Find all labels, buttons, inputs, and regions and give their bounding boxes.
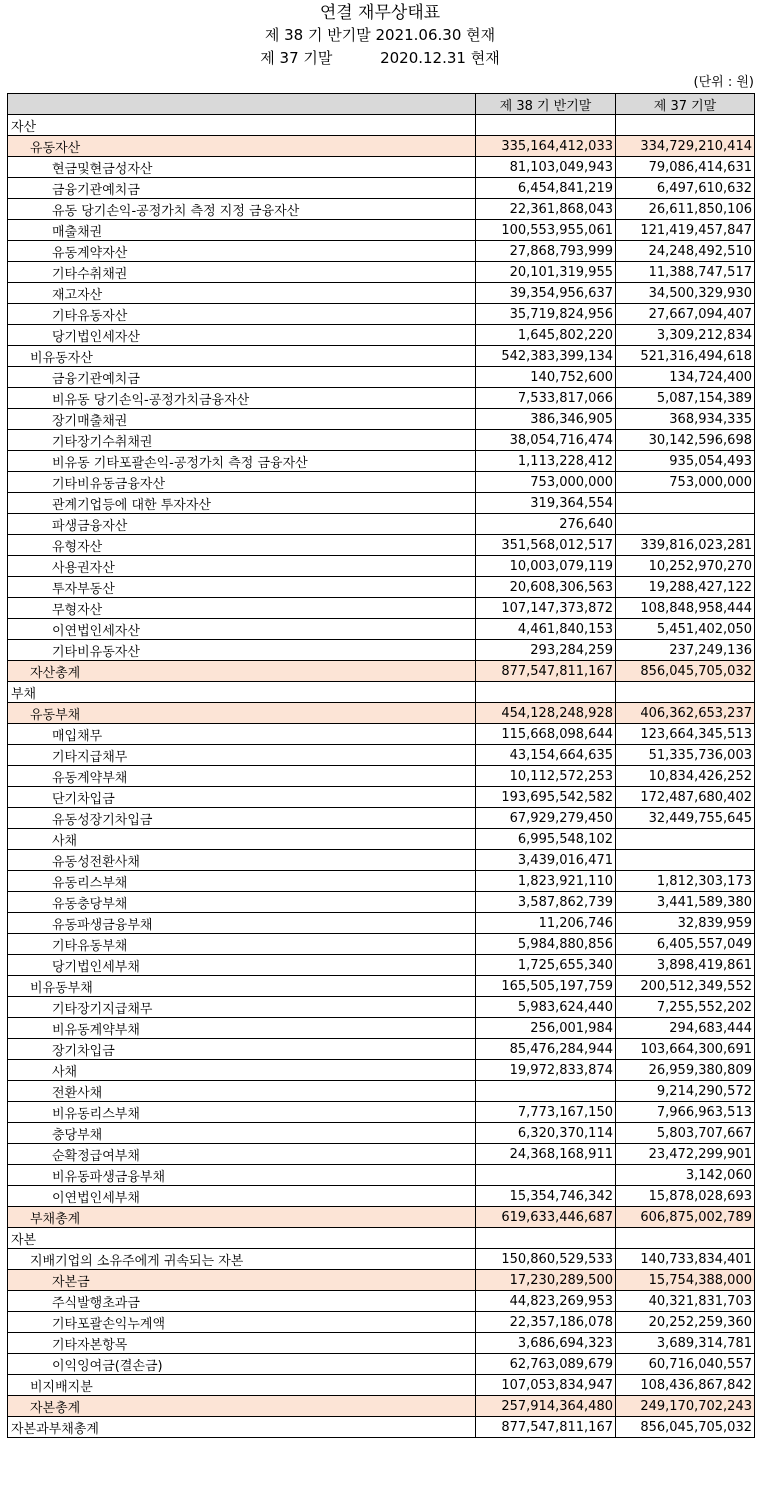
table-row xyxy=(8,430,755,451)
table-row xyxy=(8,325,755,346)
previous-period-value: 9,214,290,572 xyxy=(616,1081,755,1102)
current-period-value: 3,439,016,471 xyxy=(476,850,616,871)
account-name: 파생금융자산 xyxy=(8,514,476,535)
previous-period-value xyxy=(616,682,755,703)
account-name: 사용권자산 xyxy=(8,556,476,577)
table-row xyxy=(8,451,755,472)
previous-period-value: 606,875,002,789 xyxy=(616,1207,755,1228)
previous-period-value: 753,000,000 xyxy=(616,472,755,493)
previous-period-value: 3,309,212,834 xyxy=(616,325,755,346)
previous-period-value: 140,733,834,401 xyxy=(616,1249,755,1270)
previous-period-value xyxy=(616,115,755,136)
table-row xyxy=(8,241,755,262)
current-period-value: 1,645,802,220 xyxy=(476,325,616,346)
previous-period-value xyxy=(616,850,755,871)
current-period-value: 193,695,542,582 xyxy=(476,787,616,808)
current-period-value: 22,357,186,078 xyxy=(476,1312,616,1333)
table-row xyxy=(8,199,755,220)
previous-period-value: 26,611,850,106 xyxy=(616,199,755,220)
previous-period-value: 20,252,259,360 xyxy=(616,1312,755,1333)
table-row xyxy=(8,115,755,136)
table-row xyxy=(8,1270,755,1291)
column-header-previous: 제 37 기말 xyxy=(616,94,755,115)
current-period-value: 877,547,811,167 xyxy=(476,1417,616,1438)
previous-period-value xyxy=(616,514,755,535)
current-period-value: 7,533,817,066 xyxy=(476,388,616,409)
current-period-value: 24,368,168,911 xyxy=(476,1144,616,1165)
table-row xyxy=(8,1354,755,1375)
previous-period-value xyxy=(616,1228,755,1249)
previous-period-value: 10,252,970,270 xyxy=(616,556,755,577)
table-row xyxy=(8,766,755,787)
previous-period-value: 108,436,867,842 xyxy=(616,1375,755,1396)
current-period-value xyxy=(476,115,616,136)
previous-period-value: 32,839,959 xyxy=(616,913,755,934)
account-name: 비지배지분 xyxy=(8,1375,476,1396)
table-row xyxy=(8,1123,755,1144)
current-period-value: 10,003,079,119 xyxy=(476,556,616,577)
previous-period-value xyxy=(616,493,755,514)
table-row xyxy=(8,535,755,556)
account-name: 당기법인세부채 xyxy=(8,955,476,976)
account-name: 유동성장기차입금 xyxy=(8,808,476,829)
previous-period-value: 200,512,349,552 xyxy=(616,976,755,997)
account-name: 기타비유동자산 xyxy=(8,640,476,661)
table-row xyxy=(8,829,755,850)
previous-period-value: 249,170,702,243 xyxy=(616,1396,755,1417)
account-name: 장기매출채권 xyxy=(8,409,476,430)
account-name: 부채 xyxy=(8,682,476,703)
table-row xyxy=(8,703,755,724)
account-name: 장기차입금 xyxy=(8,1039,476,1060)
previous-period-value: 103,664,300,691 xyxy=(616,1039,755,1060)
table-row xyxy=(8,1144,755,1165)
account-name: 기타유동부채 xyxy=(8,934,476,955)
account-name: 기타수취채권 xyxy=(8,262,476,283)
current-period-value: 20,608,306,563 xyxy=(476,577,616,598)
account-name: 비유동 기타포괄손익-공정가치 측정 금융자산 xyxy=(8,451,476,472)
table-row xyxy=(8,1102,755,1123)
table-row xyxy=(8,850,755,871)
table-row xyxy=(8,661,755,682)
account-name: 매입채무 xyxy=(8,724,476,745)
current-period-value: 1,725,655,340 xyxy=(476,955,616,976)
account-name: 비유동계약부채 xyxy=(8,1018,476,1039)
account-name: 기타장기수취채권 xyxy=(8,430,476,451)
current-period-value: 85,476,284,944 xyxy=(476,1039,616,1060)
table-row xyxy=(8,871,755,892)
account-name: 자산총계 xyxy=(8,661,476,682)
current-period-value: 100,553,955,061 xyxy=(476,220,616,241)
account-name: 현금및현금성자산 xyxy=(8,157,476,178)
current-period-value: 150,860,529,533 xyxy=(476,1249,616,1270)
table-row xyxy=(8,682,755,703)
account-name: 유동성전환사채 xyxy=(8,850,476,871)
current-period-value: 6,454,841,219 xyxy=(476,178,616,199)
account-name: 비유동리스부채 xyxy=(8,1102,476,1123)
previous-period-value: 24,248,492,510 xyxy=(616,241,755,262)
current-period-value: 351,568,012,517 xyxy=(476,535,616,556)
previous-period-value: 5,803,707,667 xyxy=(616,1123,755,1144)
previous-period-value: 1,812,303,173 xyxy=(616,871,755,892)
current-period-value: 293,284,259 xyxy=(476,640,616,661)
previous-period-value: 34,500,329,930 xyxy=(616,283,755,304)
account-name: 비유동파생금융부채 xyxy=(8,1165,476,1186)
account-name: 투자부동산 xyxy=(8,577,476,598)
current-period-value: 454,128,248,928 xyxy=(476,703,616,724)
current-period-value: 44,823,269,953 xyxy=(476,1291,616,1312)
table-row xyxy=(8,472,755,493)
previous-period-value: 19,288,427,122 xyxy=(616,577,755,598)
previous-period-value: 521,316,494,618 xyxy=(616,346,755,367)
account-name: 충당부채 xyxy=(8,1123,476,1144)
table-row xyxy=(8,409,755,430)
previous-period-value: 368,934,335 xyxy=(616,409,755,430)
account-name: 유동계약부채 xyxy=(8,766,476,787)
previous-period-value: 3,898,419,861 xyxy=(616,955,755,976)
previous-period-value: 339,816,023,281 xyxy=(616,535,755,556)
account-name: 비유동부채 xyxy=(8,976,476,997)
table-row xyxy=(8,304,755,325)
current-period-value: 10,112,572,253 xyxy=(476,766,616,787)
period-current: 제 38 기 반기말 2021.06.30 현재 xyxy=(264,26,496,44)
current-period-value: 35,719,824,956 xyxy=(476,304,616,325)
current-period-value: 43,154,664,635 xyxy=(476,745,616,766)
account-name: 기타비유동금융자산 xyxy=(8,472,476,493)
account-name: 금융기관예치금 xyxy=(8,367,476,388)
account-name: 유동계약자산 xyxy=(8,241,476,262)
table-row xyxy=(8,1207,755,1228)
account-name: 부채총계 xyxy=(8,1207,476,1228)
previous-period-value: 856,045,705,032 xyxy=(616,1417,755,1438)
current-period-value: 62,763,089,679 xyxy=(476,1354,616,1375)
previous-period-value: 15,878,028,693 xyxy=(616,1186,755,1207)
current-period-value: 115,668,098,644 xyxy=(476,724,616,745)
current-period-value: 5,984,880,856 xyxy=(476,934,616,955)
table-row xyxy=(8,1039,755,1060)
account-name: 이연법인세자산 xyxy=(8,619,476,640)
account-name: 유동 당기손익-공정가치 측정 지정 금융자산 xyxy=(8,199,476,220)
previous-period-value: 6,497,610,632 xyxy=(616,178,755,199)
account-name: 자본금 xyxy=(8,1270,476,1291)
current-period-value: 335,164,412,033 xyxy=(476,136,616,157)
previous-period-value: 23,472,299,901 xyxy=(616,1144,755,1165)
table-body xyxy=(8,115,755,1438)
previous-period-value: 935,054,493 xyxy=(616,451,755,472)
account-name: 순확정급여부채 xyxy=(8,1144,476,1165)
account-name: 자본과부채총계 xyxy=(8,1417,476,1438)
table-row xyxy=(8,997,755,1018)
table-row xyxy=(8,262,755,283)
table-row xyxy=(8,619,755,640)
previous-period-value: 856,045,705,032 xyxy=(616,661,755,682)
table-row xyxy=(8,598,755,619)
table-row xyxy=(8,493,755,514)
current-period-value: 386,346,905 xyxy=(476,409,616,430)
table-row xyxy=(8,1375,755,1396)
account-name: 금융기관예치금 xyxy=(8,178,476,199)
column-header-account xyxy=(8,94,476,115)
account-name: 기타포괄손익누계액 xyxy=(8,1312,476,1333)
previous-period-value: 108,848,958,444 xyxy=(616,598,755,619)
table-row xyxy=(8,1186,755,1207)
current-period-value xyxy=(476,682,616,703)
account-name: 사채 xyxy=(8,1060,476,1081)
account-name: 지배기업의 소유주에게 귀속되는 자본 xyxy=(8,1249,476,1270)
current-period-value: 20,101,319,955 xyxy=(476,262,616,283)
account-name: 전환사채 xyxy=(8,1081,476,1102)
table-row xyxy=(8,1396,755,1417)
previous-period-value: 172,487,680,402 xyxy=(616,787,755,808)
current-period-value: 67,929,279,450 xyxy=(476,808,616,829)
current-period-value: 542,383,399,134 xyxy=(476,346,616,367)
current-period-value: 15,354,746,342 xyxy=(476,1186,616,1207)
account-name: 유동리스부채 xyxy=(8,871,476,892)
table-row xyxy=(8,1417,755,1438)
current-period-value: 3,686,694,323 xyxy=(476,1333,616,1354)
table-row xyxy=(8,178,755,199)
table-header-row xyxy=(8,94,755,115)
current-period-value xyxy=(476,1228,616,1249)
current-period-value: 753,000,000 xyxy=(476,472,616,493)
table-row xyxy=(8,955,755,976)
current-period-value: 5,983,624,440 xyxy=(476,997,616,1018)
table-row xyxy=(8,556,755,577)
previous-period-value: 60,716,040,557 xyxy=(616,1354,755,1375)
current-period-value: 140,752,600 xyxy=(476,367,616,388)
account-name: 자본총계 xyxy=(8,1396,476,1417)
current-period-value: 619,633,446,687 xyxy=(476,1207,616,1228)
table-row xyxy=(8,787,755,808)
current-period-value: 39,354,956,637 xyxy=(476,283,616,304)
previous-period-value: 7,255,552,202 xyxy=(616,997,755,1018)
account-name: 매출채권 xyxy=(8,220,476,241)
current-period-value: 319,364,554 xyxy=(476,493,616,514)
table-row xyxy=(8,1018,755,1039)
previous-period-value: 121,419,457,847 xyxy=(616,220,755,241)
table-row xyxy=(8,220,755,241)
account-name: 재고자산 xyxy=(8,283,476,304)
current-period-value: 11,206,746 xyxy=(476,913,616,934)
previous-period-value: 30,142,596,698 xyxy=(616,430,755,451)
account-name: 기타자본항목 xyxy=(8,1333,476,1354)
current-period-value: 107,053,834,947 xyxy=(476,1375,616,1396)
table-row xyxy=(8,1060,755,1081)
table-row xyxy=(8,640,755,661)
previous-period-value: 27,667,094,407 xyxy=(616,304,755,325)
current-period-value: 256,001,984 xyxy=(476,1018,616,1039)
previous-period-value: 5,451,402,050 xyxy=(616,619,755,640)
account-name: 당기법인세자산 xyxy=(8,325,476,346)
account-name: 비유동자산 xyxy=(8,346,476,367)
account-name: 기타장기지급채무 xyxy=(8,997,476,1018)
account-name: 기타지급채무 xyxy=(8,745,476,766)
current-period-value: 7,773,167,150 xyxy=(476,1102,616,1123)
current-period-value: 27,868,793,999 xyxy=(476,241,616,262)
table-row xyxy=(8,934,755,955)
table-row xyxy=(8,1333,755,1354)
account-name: 기타유동자산 xyxy=(8,304,476,325)
previous-period-value: 40,321,831,703 xyxy=(616,1291,755,1312)
report-title: 연결 재무상태표 xyxy=(319,3,441,23)
balance-sheet-table xyxy=(7,93,755,1438)
account-name: 유형자산 xyxy=(8,535,476,556)
table-row xyxy=(8,1291,755,1312)
current-period-value: 22,361,868,043 xyxy=(476,199,616,220)
current-period-value: 6,995,548,102 xyxy=(476,829,616,850)
account-name: 사채 xyxy=(8,829,476,850)
period-previous: 제 37 기말 2020.12.31 현재 xyxy=(260,49,500,67)
account-name: 단기차입금 xyxy=(8,787,476,808)
previous-period-value: 134,724,400 xyxy=(616,367,755,388)
column-header-current: 제 38 기 반기말 xyxy=(476,94,616,115)
previous-period-value: 123,664,345,513 xyxy=(616,724,755,745)
previous-period-value: 334,729,210,414 xyxy=(616,136,755,157)
table-row xyxy=(8,514,755,535)
table-row xyxy=(8,577,755,598)
table-row xyxy=(8,283,755,304)
account-name: 주식발행초과금 xyxy=(8,1291,476,1312)
account-name: 자산 xyxy=(8,115,476,136)
table-row xyxy=(8,1249,755,1270)
report-header xyxy=(0,0,760,70)
current-period-value: 1,113,228,412 xyxy=(476,451,616,472)
current-period-value: 3,587,862,739 xyxy=(476,892,616,913)
current-period-value: 276,640 xyxy=(476,514,616,535)
account-name: 유동파생금융부채 xyxy=(8,913,476,934)
account-name: 무형자산 xyxy=(8,598,476,619)
table-row xyxy=(8,367,755,388)
previous-period-value: 3,142,060 xyxy=(616,1165,755,1186)
previous-period-value: 11,388,747,517 xyxy=(616,262,755,283)
current-period-value: 877,547,811,167 xyxy=(476,661,616,682)
previous-period-value: 5,087,154,389 xyxy=(616,388,755,409)
account-name: 이익잉여금(결손금) xyxy=(8,1354,476,1375)
previous-period-value: 26,959,380,809 xyxy=(616,1060,755,1081)
current-period-value: 165,505,197,759 xyxy=(476,976,616,997)
table-row xyxy=(8,808,755,829)
account-name: 유동부채 xyxy=(8,703,476,724)
account-name: 이연법인세부채 xyxy=(8,1186,476,1207)
previous-period-value: 237,249,136 xyxy=(616,640,755,661)
previous-period-value: 7,966,963,513 xyxy=(616,1102,755,1123)
current-period-value: 19,972,833,874 xyxy=(476,1060,616,1081)
current-period-value: 38,054,716,474 xyxy=(476,430,616,451)
current-period-value: 4,461,840,153 xyxy=(476,619,616,640)
previous-period-value: 3,441,589,380 xyxy=(616,892,755,913)
table-row xyxy=(8,745,755,766)
previous-period-value: 3,689,314,781 xyxy=(616,1333,755,1354)
current-period-value xyxy=(476,1081,616,1102)
previous-period-value: 10,834,426,252 xyxy=(616,766,755,787)
account-name: 유동충당부채 xyxy=(8,892,476,913)
account-name: 자본 xyxy=(8,1228,476,1249)
previous-period-value: 406,362,653,237 xyxy=(616,703,755,724)
previous-period-value: 79,086,414,631 xyxy=(616,157,755,178)
current-period-value: 257,914,364,480 xyxy=(476,1396,616,1417)
table-row xyxy=(8,346,755,367)
table-row xyxy=(8,157,755,178)
account-name: 비유동 당기손익-공정가치금융자산 xyxy=(8,388,476,409)
table-row xyxy=(8,1312,755,1333)
current-period-value: 6,320,370,114 xyxy=(476,1123,616,1144)
table-row xyxy=(8,892,755,913)
current-period-value: 81,103,049,943 xyxy=(476,157,616,178)
previous-period-value: 32,449,755,645 xyxy=(616,808,755,829)
table-row xyxy=(8,1228,755,1249)
current-period-value xyxy=(476,1165,616,1186)
table-row xyxy=(8,388,755,409)
table-row xyxy=(8,724,755,745)
previous-period-value: 294,683,444 xyxy=(616,1018,755,1039)
previous-period-value: 15,754,388,000 xyxy=(616,1270,755,1291)
table-row xyxy=(8,1081,755,1102)
previous-period-value: 6,405,557,049 xyxy=(616,934,755,955)
previous-period-value xyxy=(616,829,755,850)
current-period-value: 1,823,921,110 xyxy=(476,871,616,892)
table-row xyxy=(8,976,755,997)
current-period-value: 17,230,289,500 xyxy=(476,1270,616,1291)
table-row xyxy=(8,1165,755,1186)
account-name: 유동자산 xyxy=(8,136,476,157)
account-name: 관계기업등에 대한 투자자산 xyxy=(8,493,476,514)
unit-label: (단위 : 원) xyxy=(693,75,754,90)
current-period-value: 107,147,373,872 xyxy=(476,598,616,619)
table-row xyxy=(8,913,755,934)
table-row xyxy=(8,136,755,157)
previous-period-value: 51,335,736,003 xyxy=(616,745,755,766)
